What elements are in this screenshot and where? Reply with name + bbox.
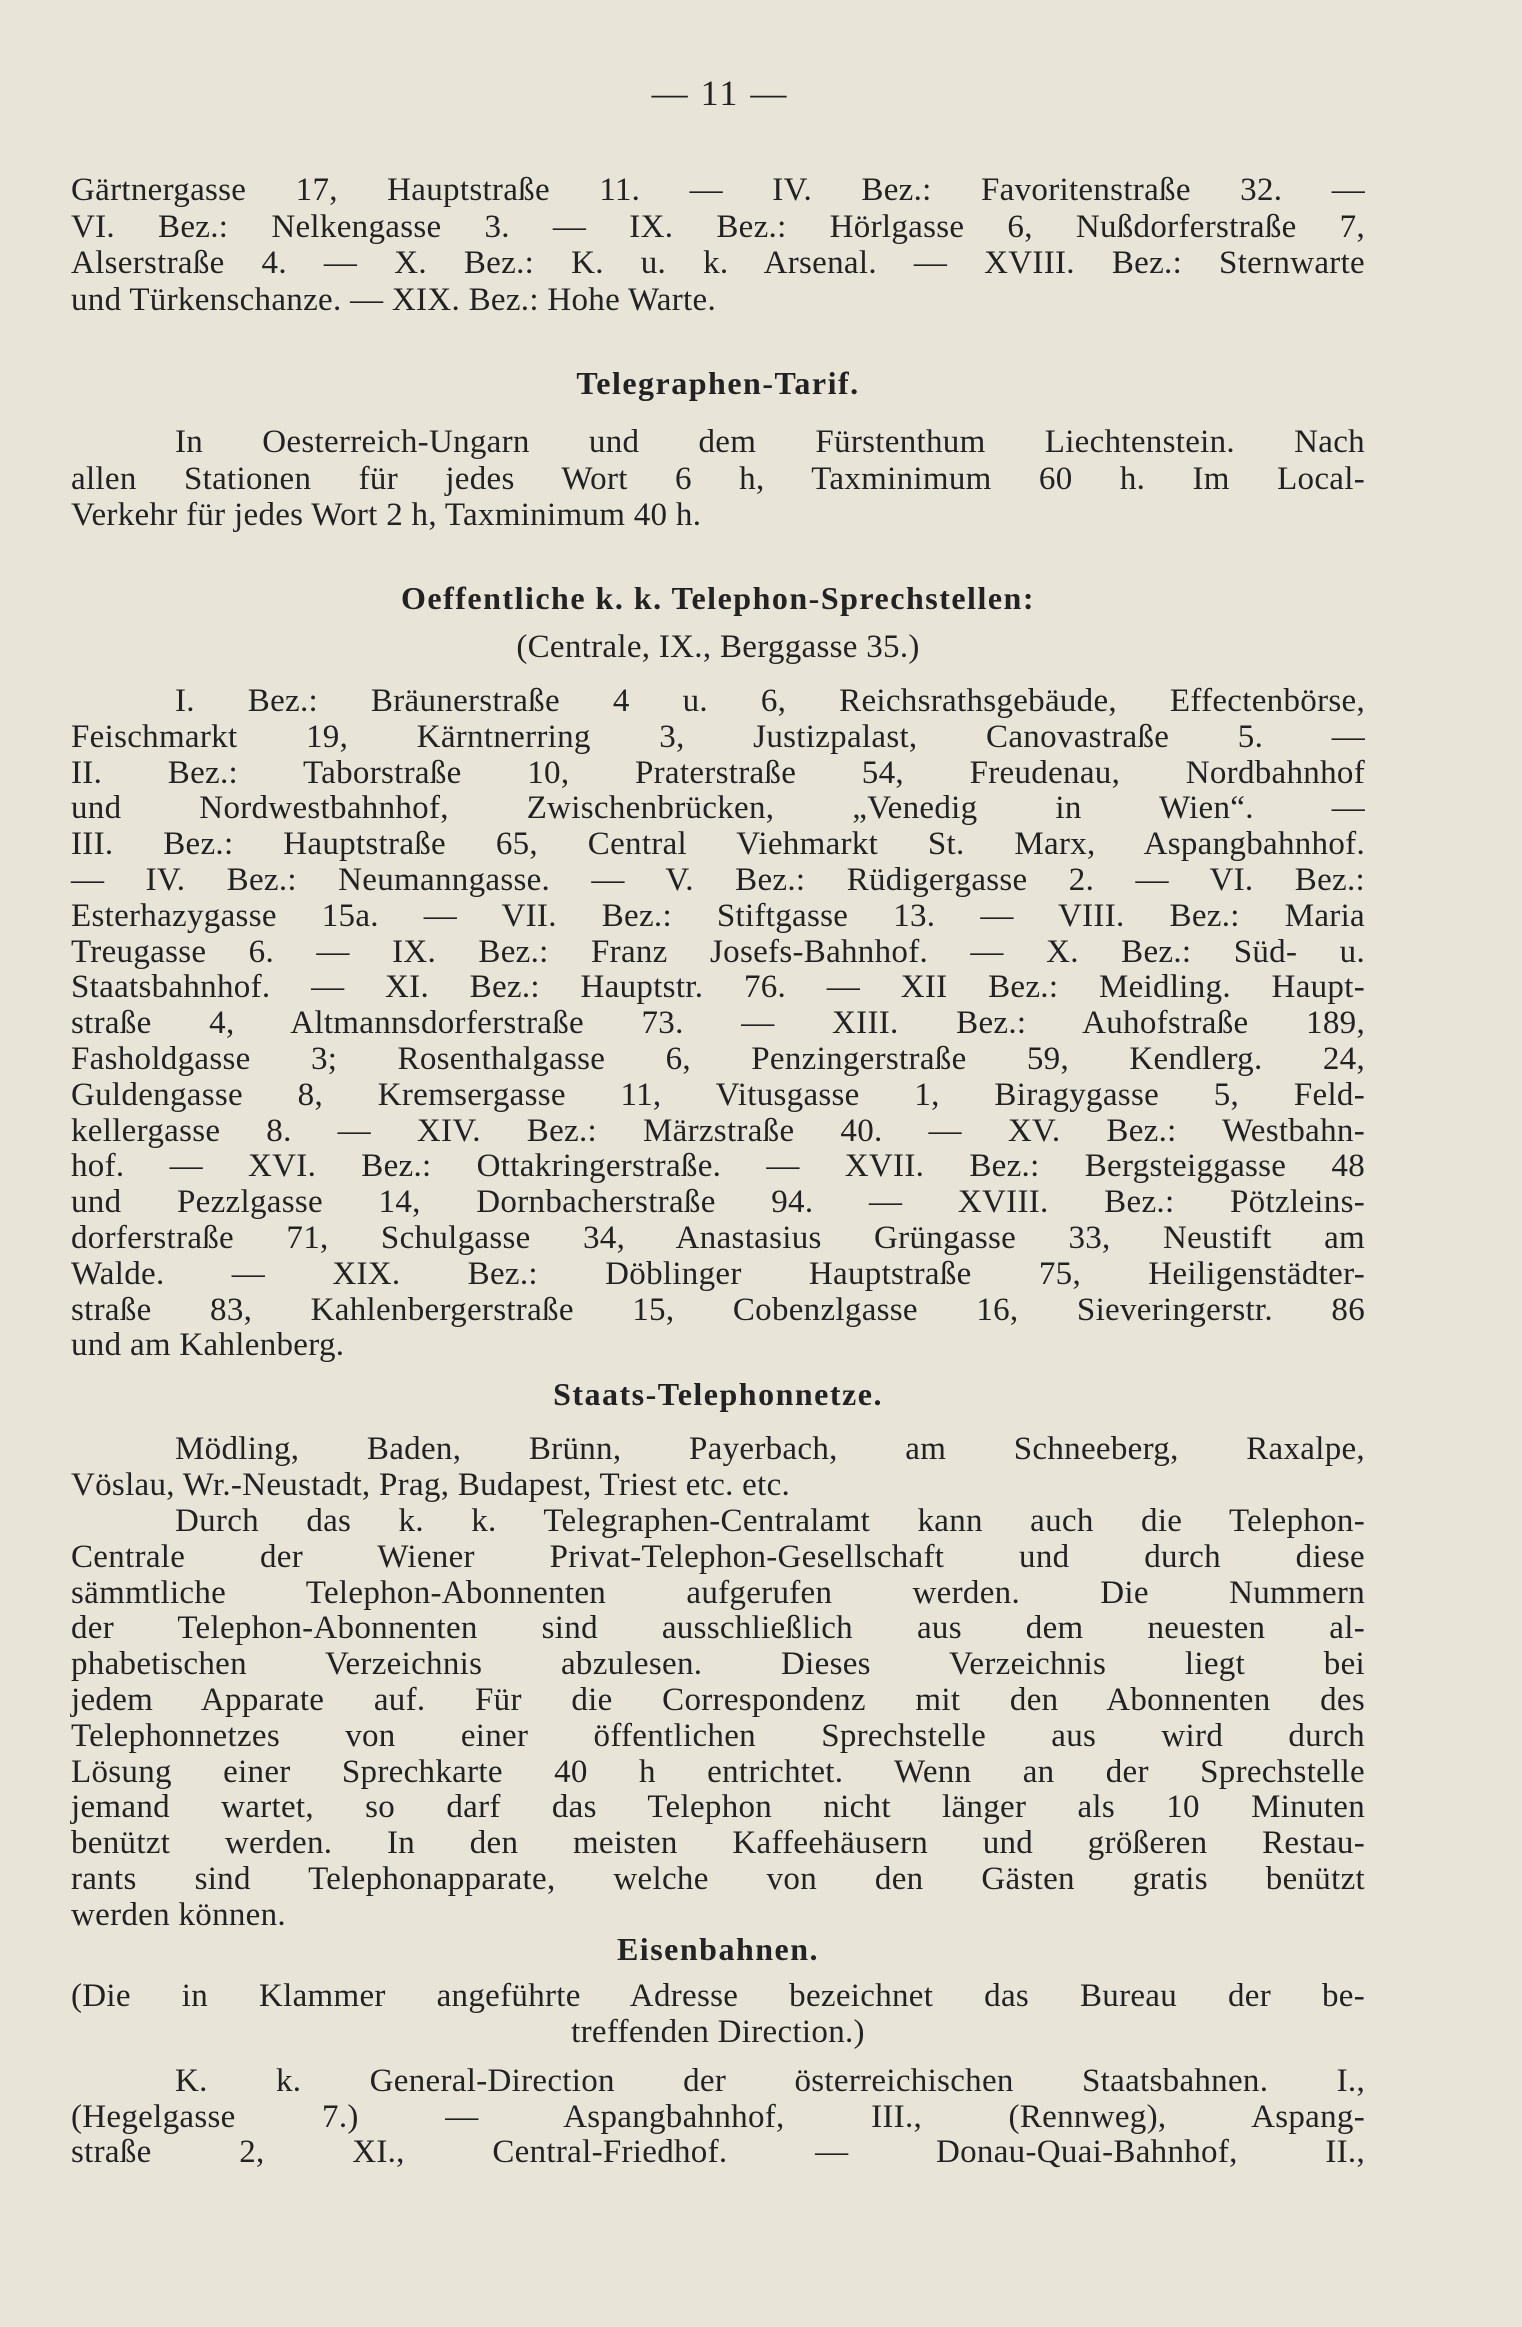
text-line: I. Bez.: Bräunerstraße 4 u. 6, Reichsrathsgebäude, Effectenbörse,: [175, 683, 1365, 719]
text-line: Fasholdgasse 3; Rosenthalgasse 6, Penzingerstraße 59, Kendlerg. 24,: [71, 1041, 1365, 1077]
text-line: und Nordwestbahnhof, Zwischenbrücken, „Venedig in Wien“. —: [71, 790, 1365, 827]
text-line: straße 2, XI., Central-Friedhof. — Donau-Quai-Bahnhof, II.,: [71, 2134, 1365, 2170]
text-line: (Die in Klammer angeführte Adresse bezeichnet das Bureau der be-: [71, 1978, 1365, 2014]
text-line: und Pezzlgasse 14, Dornbacherstraße 94. — XVIII. Bez.: Pötzleins-: [71, 1184, 1365, 1221]
page-number: — 11 —: [651, 73, 789, 113]
text-line: In Oesterreich-Ungarn und dem Fürstenthum Liechtenstein. Nach: [175, 424, 1365, 460]
text-line: Treugasse 6. — IX. Bez.: Franz Josefs-Bahnhof. — X. Bez.: Süd- u.: [71, 933, 1365, 970]
text-line: Mödling, Baden, Brünn, Payerbach, am Schneeberg, Raxalpe,: [175, 1431, 1365, 1467]
text-line: jemand wartet, so darf das Telephon nicht länger als 10 Minuten: [71, 1789, 1365, 1826]
text-line: allen Stationen für jedes Wort 6 h, Taxminimum 60 h. Im Local-: [71, 460, 1365, 497]
text-line: — IV. Bez.: Neumanngasse. — V. Bez.: Rüdigergasse 2. — VI. Bez.:: [71, 862, 1365, 898]
text-line: straße 83, Kahlenbergerstraße 15, Cobenzlgasse 16, Sieveringerstr. 86: [71, 1291, 1365, 1328]
text-line: dorferstraße 71, Schulgasse 34, Anastasius Grüngasse 33, Neustift am: [71, 1220, 1365, 1256]
text-line: Telephonnetzes von einer öffentlichen Sprechstelle aus wird durch: [71, 1717, 1365, 1754]
text-line: Staatsbahnhof. — XI. Bez.: Hauptstr. 76. — XII Bez.: Meidling. Haupt-: [71, 969, 1365, 1006]
text-line: Gärtnergasse 17, Hauptstraße 11. — IV. Bez.: Favoritenstraße 32. —: [71, 172, 1365, 208]
text-line: (Hegelgasse 7.) — Aspangbahnhof, III., (Rennweg), Aspang-: [71, 2098, 1365, 2135]
text-line: und am Kahlenberg.: [71, 1327, 345, 1364]
text-line: Lösung einer Sprechkarte 40 h entrichtet. Wenn an der Sprechstelle: [71, 1753, 1365, 1790]
text-line: Feischmarkt 19, Kärntnerring 3, Justizpalast, Canovastraße 5. —: [71, 718, 1365, 755]
text-line: straße 4, Altmannsdorferstraße 73. — XIII. Bez.: Auhofstraße 189,: [71, 1005, 1365, 1042]
section-heading: Eisenbahnen.: [616, 1931, 820, 1967]
text-line: werden können.: [71, 1896, 286, 1933]
section-heading: Telegraphen-Tarif.: [576, 365, 860, 401]
text-line: phabetischen Verzeichnis abzulesen. Dieses Verzeichnis liegt bei: [71, 1646, 1365, 1683]
text-line: Verkehr für jedes Wort 2 h, Taxminimum 40 h.: [71, 497, 702, 534]
text-line: K. k. General-Direction der österreichischen Staatsbahnen. I.,: [175, 2063, 1365, 2099]
text-line: Esterhazygasse 15a. — VII. Bez.: Stiftgasse 13. — VIII. Bez.: Maria: [71, 897, 1365, 934]
text-line: Centrale der Wiener Privat-Telephon-Gesellschaft und durch diese: [71, 1538, 1365, 1575]
text-line: III. Bez.: Hauptstraße 65, Central Viehmarkt St. Marx, Aspangbahnhof.: [71, 826, 1365, 863]
text-line: rants sind Telephonapparate, welche von den Gästen gratis benützt: [71, 1861, 1365, 1897]
text-line: Alserstraße 4. — X. Bez.: K. u. k. Arsenal. — XVIII. Bez.: Sternwarte: [71, 245, 1365, 282]
text-line: der Telephon-Abonnenten sind ausschließlich aus dem neuesten al-: [71, 1610, 1365, 1647]
text-line: Durch das k. k. Telegraphen-Centralamt kann auch die Telephon-: [175, 1503, 1365, 1539]
text-line: kellergasse 8. — XIV. Bez.: Märzstraße 40. — XV. Bez.: Westbahn-: [71, 1112, 1365, 1149]
text-line: und Türkenschanze. — XIX. Bez.: Hohe Warte.: [71, 282, 716, 319]
text-line: jedem Apparate auf. Für die Correspondenz mit den Abonnenten des: [71, 1682, 1365, 1718]
text-line: hof. — XVI. Bez.: Ottakringerstraße. — XVII. Bez.: Bergsteiggasse 48: [71, 1148, 1365, 1185]
text-line: Vöslau, Wr.-Neustadt, Prag, Budapest, Triest etc. etc.: [71, 1466, 791, 1503]
text-line: benützt werden. In den meisten Kaffeehäusern und größeren Restau-: [71, 1825, 1365, 1862]
text-line: Walde. — XIX. Bez.: Döblinger Hauptstraße 75, Heiligenstädter-: [71, 1255, 1365, 1292]
text-line: treffenden Direction.): [571, 2014, 865, 2050]
text-line: sämmtliche Telephon-Abonnenten aufgerufen werden. Die Nummern: [71, 1574, 1365, 1611]
text-line: (Centrale, IX., Berggasse 35.): [516, 629, 920, 665]
text-line: II. Bez.: Taborstraße 10, Praterstraße 54, Freudenau, Nordbahnhof: [71, 754, 1365, 791]
text-line: Guldengasse 8, Kremsergasse 11, Vitusgasse 1, Biragygasse 5, Feld-: [71, 1076, 1365, 1113]
text-line: VI. Bez.: Nelkengasse 3. — IX. Bez.: Hörlgasse 6, Nußdorferstraße 7,: [71, 208, 1365, 245]
section-heading: Oeffentliche k. k. Telephon-Sprechstellen:: [401, 580, 1035, 616]
section-heading: Staats-Telephonnetze.: [553, 1376, 883, 1412]
